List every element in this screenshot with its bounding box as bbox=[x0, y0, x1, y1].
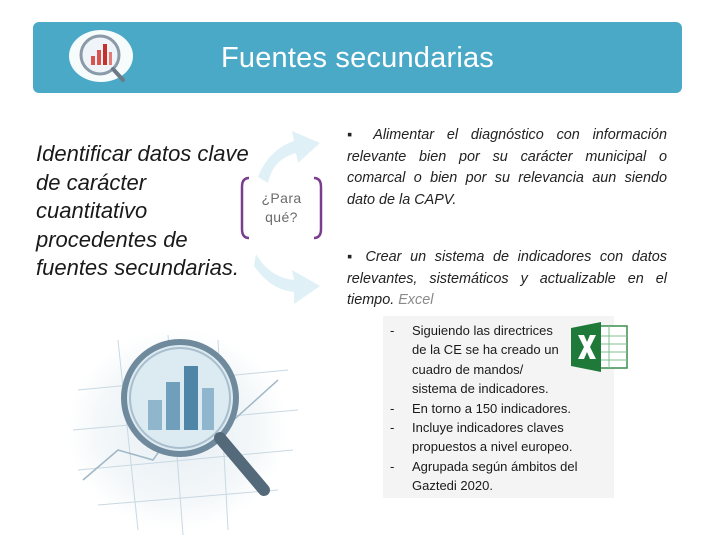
list-dash: - bbox=[390, 400, 395, 416]
list-item bbox=[390, 399, 612, 418]
bullet-item bbox=[347, 125, 667, 211]
bullet-text: Alimentar el diagnóstico con información relevante bien por su carácter municipal o comarcal o bien por su relevancia aun siendo dato de la CAPV. bbox=[347, 127, 667, 208]
question-line-2: qué? bbox=[265, 209, 298, 225]
excel-icon bbox=[569, 320, 631, 374]
list-text: Agrupada según ámbitos del Gaztedi 2020. bbox=[412, 458, 578, 494]
page-title: Fuentes secundarias bbox=[220, 42, 494, 74]
question-line-1: ¿Para bbox=[261, 190, 302, 206]
bullet-marker: ▪ bbox=[347, 127, 361, 143]
objective-text: Identificar datos clave de carácter cuantitativo procedentes de fuentes secundarias. bbox=[36, 141, 249, 280]
list-text: En torno a 150 indicadores. bbox=[412, 400, 571, 416]
arrow-down-right-icon bbox=[252, 248, 324, 308]
list-dash: - bbox=[390, 420, 395, 436]
magnifier-chart-illustration bbox=[68, 330, 338, 540]
list-text: Siguiendo las directrices de la CE se ha creado un cuadro de mandos/ sistema de indicadores. bbox=[412, 323, 559, 397]
list-dash: - bbox=[390, 323, 395, 338]
bullet-item bbox=[347, 247, 667, 312]
bullet-marker: ▪ bbox=[347, 249, 357, 265]
list-dash: - bbox=[390, 458, 395, 474]
question-text bbox=[239, 189, 324, 227]
bullet-text: Crear un sistema de indicadores con datos relevantes, sistemáticos y actualizable en el tiempo. bbox=[347, 249, 667, 308]
list-item bbox=[390, 418, 612, 457]
magnifier-chart-logo-icon bbox=[67, 30, 135, 88]
list-text: Incluye indicadores claves propuestos a nivel europeo. bbox=[412, 420, 573, 455]
excel-label: Excel bbox=[398, 292, 434, 308]
list-item bbox=[390, 457, 612, 496]
